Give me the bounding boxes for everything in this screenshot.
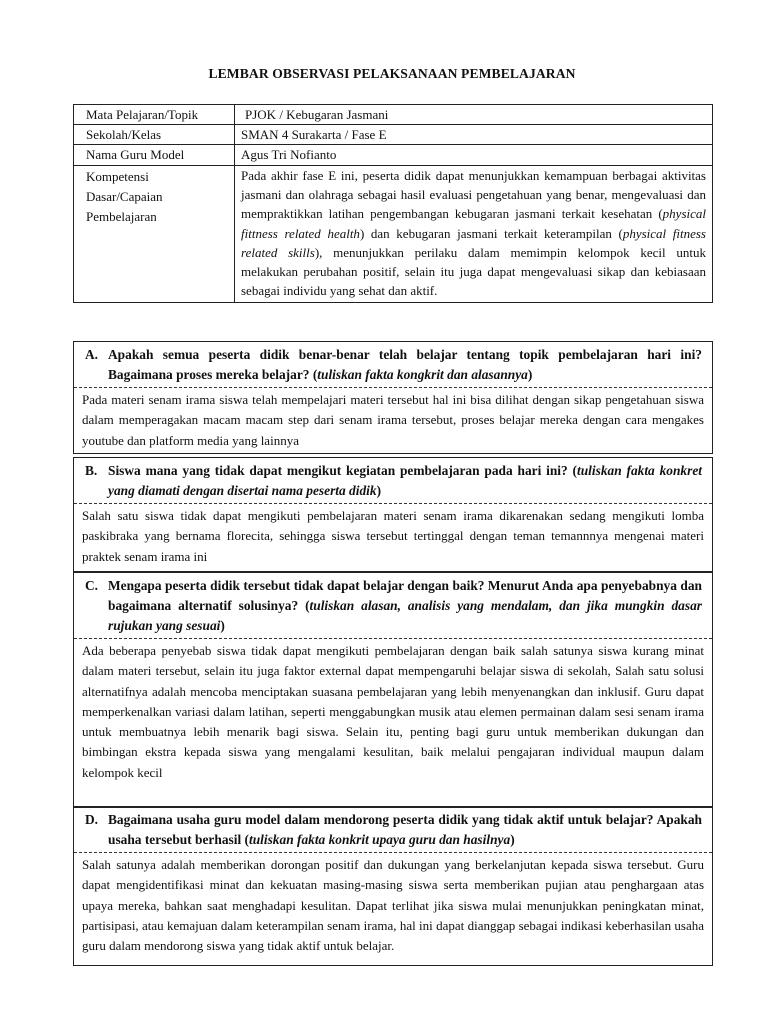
- info-table: [73, 104, 713, 303]
- competency-text: ), menunjukkan perilaku dalam memimpin kelompok kecil untuk melakukan perubahan positif, selain itu juga dapat mengevaluasi sikap dan kebiasaan sebagai individu yang sehat dan aktif.: [241, 244, 706, 299]
- teacher-label: Nama Guru Model: [74, 145, 235, 165]
- question-letter: B.: [85, 463, 98, 478]
- info-row-subject: [74, 105, 713, 125]
- question-box-d: [73, 806, 713, 966]
- answer-text: Salah satunya adalah memberikan dorongan positif dan dukungan yang berkelanjutan kepada siswa tersebut. Guru dapat mengidentifikasi minat dan kekuatan masing-masing siswa serta memberikan pujian atau penghargaan atas upaya mereka, bahkan saat menghadapi kesulitan. Dapat terlihat jika siswa mulai menunjukkan peningkatan minat, partisipasi, atau kemajuan dalam keterampilan senam irama, hal ini dapat dianggap sebagai indikasi keberhasilan usaha guru dalam mendorong siswa yang tidak aktif untuk belajar.: [82, 857, 704, 954]
- question-instruction: tuliskan fakta konkrit upaya guru dan hasilnya: [248, 832, 511, 847]
- question-text: Siswa mana yang tidak dapat mengikut kegiatan pembelajaran pada hari ini? (: [108, 463, 577, 478]
- teacher-value: Agus Tri Nofianto: [235, 145, 713, 165]
- question-header: [74, 807, 712, 853]
- page-title: LEMBAR OBSERVASI PELAKSANAAN PEMBELAJARAN: [208, 66, 576, 81]
- question-close: ): [510, 832, 515, 847]
- question-instruction: tuliskan fakta konkret yang diamati dengan disertai nama peserta didik: [108, 463, 702, 498]
- competency-italic: physical fittness related health: [241, 206, 706, 241]
- question-box-c: [73, 572, 713, 808]
- question-instruction: tuliskan alasan, analisis yang mendalam, dan jika mungkin dasar rujukan yang sesuai: [108, 598, 702, 633]
- question-close: ): [376, 483, 382, 498]
- competency-value: [235, 165, 713, 302]
- competency-text: Pada akhir fase E ini, peserta didik dapat menunjukkan kemampuan berbagai aktivitas jasmani dan olahraga sebagai hasil evaluasi pengetahuan yang benar, mengevaluasi dan mempraktikkan latihan pengembangan kebugaran jasmani terkait kesehatan (: [241, 167, 706, 222]
- subject-label: Mata Pelajaran/Topik: [74, 105, 235, 125]
- question-letter: A.: [85, 347, 99, 362]
- question-instruction: tuliskan fakta kongkrit dan alasannya: [317, 367, 528, 382]
- question-box-a: [73, 341, 713, 454]
- competency-label-line: Pembelajaran: [86, 208, 157, 224]
- info-row-teacher: [74, 145, 713, 165]
- question-text: Mengapa peserta didik tersebut tidak dapat belajar dengan baik? Menurut Anda apa penyebabnya dan bagaimana alternatif solusinya? (: [108, 578, 702, 613]
- answer-text: Pada materi senam irama siswa telah mempelajari materi tersebut hal ini bisa dilihat dengan sikap pengetahuan siswa dalam memperagakan macam macam step dari senam irama tersebut, proses belajar mereka dengan cara mengakes youtube dan platform media yang lainnya: [82, 392, 704, 448]
- question-header: [74, 573, 712, 639]
- competency-label-line: Dasar/Capaian: [86, 188, 163, 204]
- question-box-b: [73, 457, 713, 572]
- school-label: Sekolah/Kelas: [74, 125, 235, 145]
- question-letter: D.: [85, 812, 99, 827]
- question-letter: C.: [85, 578, 99, 593]
- question-close: ): [527, 367, 533, 382]
- question-header: [74, 458, 712, 504]
- question-close: ): [220, 618, 225, 633]
- competency-italic: physical fitness related skills: [241, 225, 706, 260]
- answer-text: Ada beberapa penyebab siswa tidak dapat mengikuti pembelajaran dengan baik salah satunya siswa kurang minat dalam materi tersebut, selain itu juga faktor external dapat mempengaruhi belajar siswa di sekolah, Salah satu solusi alternatifnya adalah mencoba menciptakan suasana pembelajaran yang lebih menyenangkan dan inklusif. Guru dapat memperkenalkan variasi dalam latihan, seperti menggabungkan musik atau elemen permainan dalam sesi senam irama untuk membuatnya lebih menarik bagi siswa. Selain itu, penting bagi guru untuk memberikan dukungan dan bimbingan ekstra kepada siswa yang mengalami kesulitan, baik melalui pengajaran individual maupun dalam kelompok kecil: [82, 643, 704, 780]
- question-header: [74, 342, 712, 388]
- answer-text: Salah satu siswa tidak dapat mengikuti pembelajaran materi senam irama dikarenakan sedang mengikuti lomba paskibraka yang bernama florecita, sehingga siswa tersebut tertinggal dengan teman temannnya mengenai materi praktek senam irama ini: [82, 508, 704, 564]
- competency-label: [74, 165, 235, 302]
- school-value: SMAN 4 Surakarta / Fase E: [235, 125, 713, 145]
- competency-label-line: Kompetensi: [86, 168, 149, 184]
- question-text: Bagaimana usaha guru model dalam mendorong peserta didik yang tidak aktif untuk belajar? Apakah usaha tersebut berhasil (: [108, 812, 702, 847]
- competency-text: ) dan kebugaran jasmani terkait keterampilan (: [359, 225, 623, 241]
- info-row-school: [74, 125, 713, 145]
- question-text: Apakah semua peserta didik benar-benar telah belajar tentang topik pembelajaran hari ini? Bagaimana proses mereka belajar? (: [108, 347, 702, 382]
- info-row-competency: [74, 165, 713, 302]
- subject-value: PJOK / Kebugaran Jasmani: [235, 105, 713, 125]
